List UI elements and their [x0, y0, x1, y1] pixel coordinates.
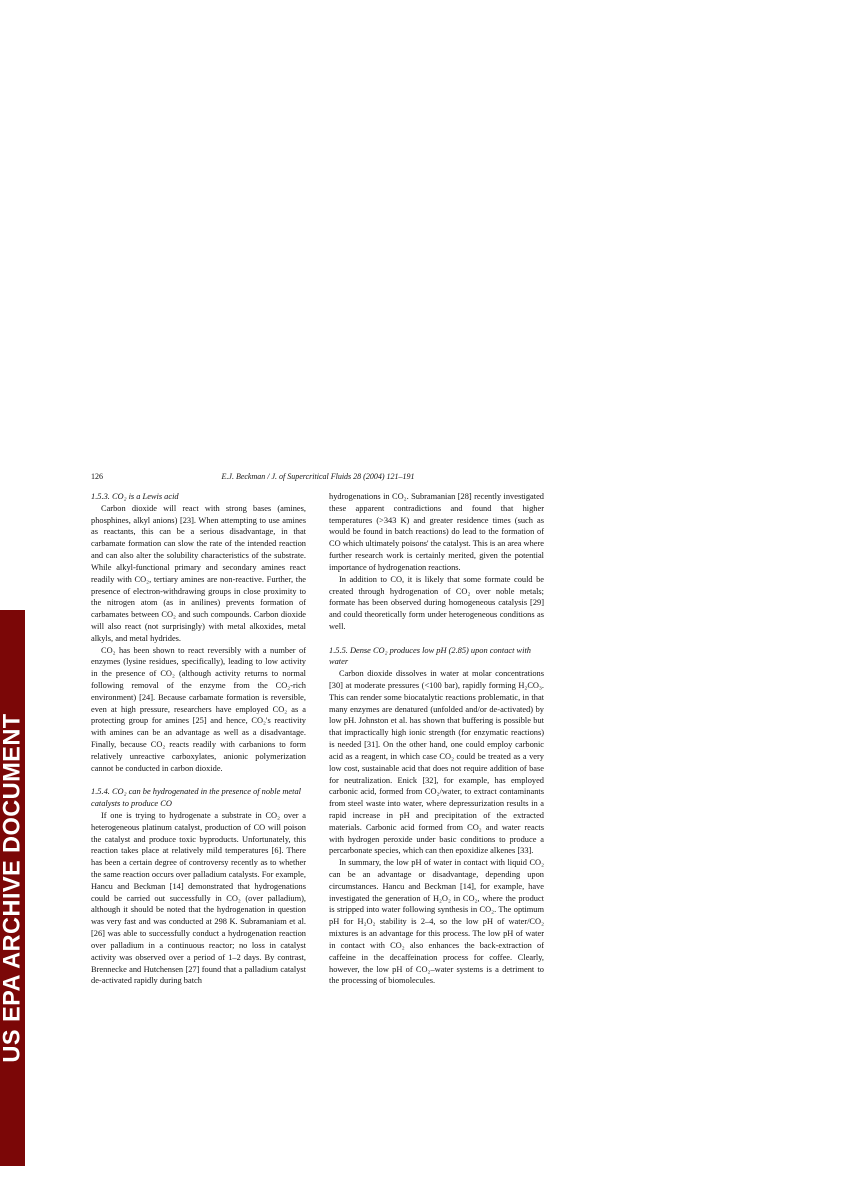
right-column: [329, 491, 544, 987]
paragraph: If one is trying to hydrogenate a substrate in CO₂ over a heterogeneous platinum catalyst, production of CO will poison the catalyst and produce toxic byproducts. Unfortunately, this reaction takes place at relatively mild temperatures [6]. There has been a certain degree of controversy recently as to whether the same reaction occurs over palladium catalysts. For example, Hancu and Beckman [14] demonstrated that hydrogenations could be carried out successfully in CO₂ (over palladium), although it should be noted that the hydrogenation in question was very fast and was conducted at 298 K. Subramaniam et al. [26] was able to successfully conduct a hydrogenation reaction over palladium in a continuous reactor; no loss in catalyst activity was observed over a period of 1–2 days. By contrast, Brennecke and Hutchensen [27] found that a palladium catalyst de-activated rapidly during batch: [91, 810, 306, 986]
paragraph: CO₂ has been shown to react reversibly with a number of enzymes (lysine residues, specifically), leading to low activity in the presence of CO₂ (although activity returns to normal following removal of the enzyme from the CO₂-rich environment) [24]. Because carbamate formation is reversible, even at high pressure, researchers have employed CO₂ as a protecting group for amines [25] and hence, CO₂'s reactivity with amines can be an advantage as well as a disadvantage. Finally, because CO₂ reacts readily with carbanions to form relatively unreactive carboxylates, anionic polymerization cannot be conducted in carbon dioxide.: [91, 645, 306, 773]
section-heading-1-5-3: 1.5.3. CO₂ is a Lewis acid: [91, 492, 179, 501]
left-column: [91, 491, 306, 987]
archive-watermark-label: US EPA ARCHIVE DOCUMENT: [0, 713, 26, 1063]
paragraph: In addition to CO, it is likely that some formate could be created through hydrogenation of CO₂ over noble metals; formate has been observed during homogeneous catalysis [29] and could theoretically form under heterogeneous conditions as well.: [329, 574, 544, 631]
journal-running-title: E.J. Beckman / J. of Supercritical Fluids 28 (2004) 121–191: [221, 472, 415, 481]
section-heading-1-5-4: 1.5.4. CO₂ can be hydrogenated in the presence of noble metal catalysts to produce CO: [91, 787, 301, 809]
running-head: [91, 470, 545, 483]
page-number: 126: [91, 472, 103, 481]
section-heading-1-5-5: 1.5.5. Dense CO₂ produces low pH (2.85) upon contact with water: [329, 645, 531, 667]
paragraph: Carbon dioxide will react with strong bases (amines, phosphines, alkyl anions) [23]. When attempting to use amines as reactants, this can be a serious disadvantage, in that carbamate formation can slow the rate of the intended reaction and can also alter the solubility characteristics of the substrate. While alkyl-functional primary and secondary amines react readily with CO₂, tertiary amines are non-reactive. Further, the presence of electron-withdrawing groups in close proximity to the nitrogen atom (as in anilines) prevents formation of carbamates between CO₂ and such compounds. Carbon dioxide will also react (not surprisingly) with metal alkoxides, metal alkyls, and metal hydrides.: [91, 503, 306, 643]
paragraph: Carbon dioxide dissolves in water at molar concentrations [30] at moderate pressures (<100 bar), rapidly forming H₂CO₃. This can render some biocatalytic reactions problematic, in that many enzymes are denatured (unfolded and/or de-activated) by low pH. Johnston et al. has shown that buffering is possible but that impractically high ionic strength (for enzymatic reactions) is needed [31]. On the other hand, one could employ carbonic acid as a reagent, in which case CO₂ could be treated as a very low cost, sustainable acid that does not require addition of base for neutralization. Enick [32], for example, has employed carbonic acid, formed from CO₂/water, to extract contaminants from steel waste into water, where depressurization results in a rapid increase in pH and precipitation of the extracted materials. Carbonic acid formed from CO₂ and water reacts with hydrogen peroxide under basic conditions to produce a percarbonate species, which can then epoxidize alkenes [33].: [329, 669, 544, 856]
paragraph-continued: hydrogenations in CO₂. Subramanian [28] recently investigated these apparent contradictions and found that higher temperatures (>343 K) and greater residence times (such as would be found in batch reactions) do lead to the formation of CO which ultimately poisons' the catalyst. This is an area where further research work is certainly merited, given the potential importance of hydrogenation reactions.: [329, 492, 544, 572]
paragraph: In summary, the low pH of water in contact with liquid CO₂ can be an advantage or disadvantage, depending upon circumstances. Hancu and Beckman [14], for example, have investigated the generation of H₂O₂ in CO₂, where the product is stripped into water following synthesis in CO₂. The optimum pH for H₂O₂ stability is 2–4, so the low pH of water/CO₂ mixtures is an advantage for this process. The low pH of water in contact with CO₂ also enhances the back-extraction of caffeine in the decaffeination process for coffee. Clearly, however, the low pH of CO₂–water systems is a detriment to the processing of biomolecules.: [329, 858, 544, 986]
